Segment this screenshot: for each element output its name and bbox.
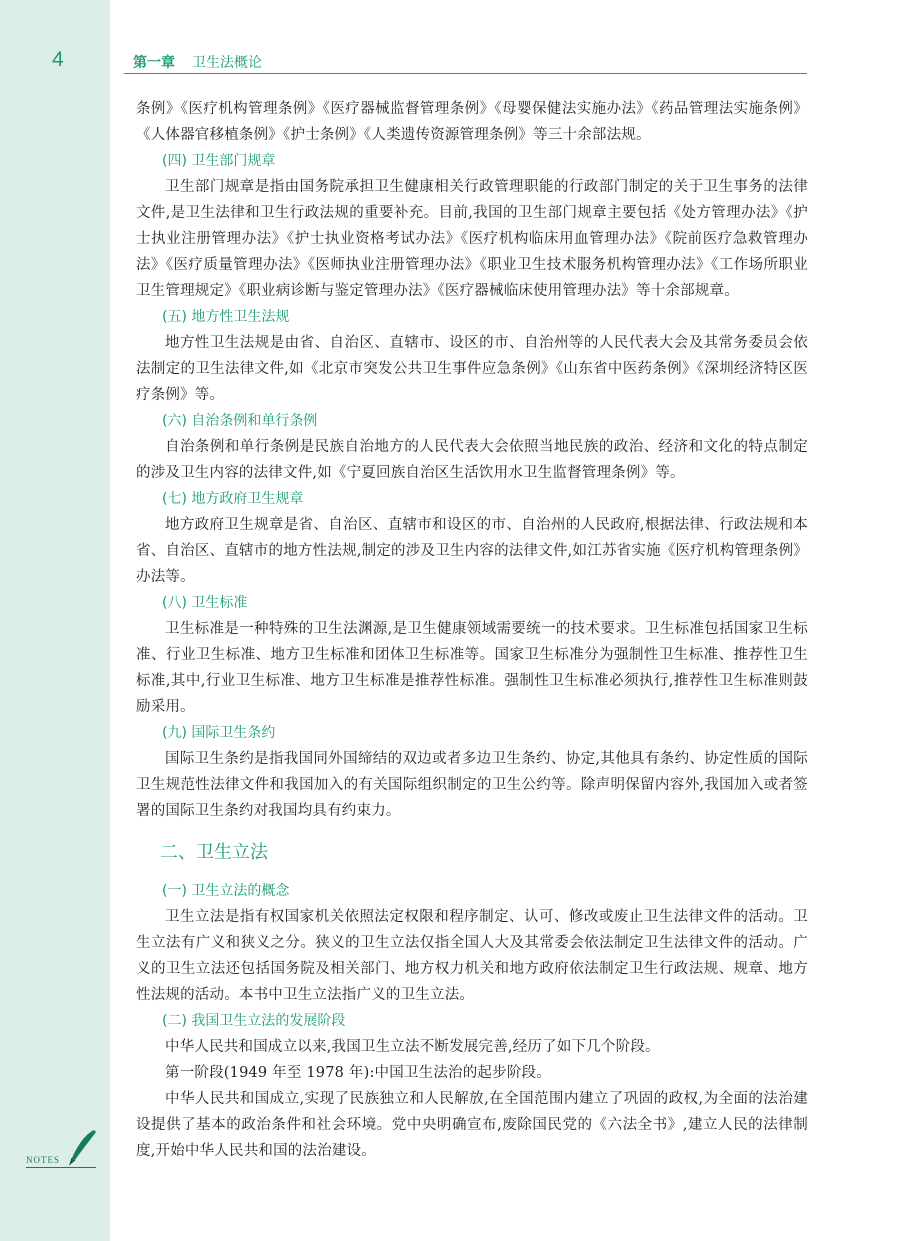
- page-number: 4: [52, 48, 64, 71]
- subheading: (四) 卫生部门规章: [162, 153, 276, 169]
- notes-mark: [26, 1128, 104, 1168]
- section-heading: 二、卫生立法: [160, 842, 268, 863]
- notes-underline: [26, 1167, 96, 1168]
- subheading: (七) 地方政府卫生规章: [162, 491, 304, 507]
- paragraph: 中华人民共和国成立以来,我国卫生立法不断发展完善,经历了如下几个阶段。: [165, 1039, 660, 1055]
- paragraph: 条例》《医疗机构管理条例》《医疗器械监督管理条例》《母婴保健法实施办法》《药品管理法实施条例》《人体器官移植条例》《护士条例》《人类遗传资源管理条例》等三十余部法规。: [136, 101, 808, 143]
- paragraph: 国际卫生条约是指我国同外国缔结的双边或者多边卫生条约、协定,其他具有条约、协定性质的国际卫生规范性法律文件和我国加入的有关国际组织制定的卫生公约等。除声明保留内容外,我国加入或者签署的国际卫生条约对我国均具有约束力。: [136, 751, 808, 819]
- subheading: (五) 地方性卫生法规: [162, 309, 290, 325]
- header-rule: [124, 73, 807, 74]
- paragraph: 地方政府卫生规章是省、自治区、直辖市和设区的市、自治州的人民政府,根据法律、行政法规和本省、自治区、直辖市的地方性法规,制定的涉及卫生内容的法律文件,如江苏省实施《医疗机构管理条例》办法等。: [136, 517, 808, 585]
- pen-icon: [64, 1128, 98, 1166]
- subheading: (一) 卫生立法的概念: [162, 883, 290, 899]
- paragraph: 卫生标准是一种特殊的卫生法渊源,是卫生健康领域需要统一的技术要求。卫生标准包括国家卫生标准、行业卫生标准、地方卫生标准和团体卫生标准等。国家卫生标准分为强制性卫生标准、推荐性卫生标准,其中,行业卫生标准、地方卫生标准是推荐性标准。强制性卫生标准必须执行,推荐性卫生标准则鼓励采用。: [136, 621, 808, 715]
- chapter-title: 卫生法概论: [192, 55, 262, 71]
- paragraph: 地方性卫生法规是由省、自治区、直辖市、设区的市、自治州等的人民代表大会及其常务委员会依法制定的卫生法律文件,如《北京市突发公共卫生事件应急条例》《山东省中医药条例》《深圳经济特区医疗条例》等。: [136, 335, 808, 403]
- subheading: (二) 我国卫生立法的发展阶段: [162, 1013, 346, 1029]
- margin-sidebar: [0, 0, 110, 1241]
- paragraph: 卫生立法是指有权国家机关依照法定权限和程序制定、认可、修改或废止卫生法律文件的活动。卫生立法有广义和狭义之分。狭义的卫生立法仅指全国人大及其常委会依法制定卫生法律文件的活动。广义的卫生立法还包括国务院及相关部门、地方权力机关和地方政府依法制定卫生行政法规、规章、地方性法规的活动。本书中卫生立法指广义的卫生立法。: [136, 909, 808, 1003]
- subheading: (九) 国际卫生条约: [162, 725, 276, 741]
- subheading: (六) 自治条例和单行条例: [162, 413, 318, 429]
- paragraph: 自治条例和单行条例是民族自治地方的人民代表大会依照当地民族的政治、经济和文化的特点制定的涉及卫生内容的法律文件,如《宁夏回族自治区生活饮用水卫生监督管理条例》等。: [136, 439, 808, 481]
- paragraph: 第一阶段(1949 年至 1978 年):中国卫生法治的起步阶段。: [165, 1065, 551, 1081]
- page-content: [136, 96, 808, 1164]
- notes-label: NOTES: [26, 1155, 60, 1165]
- paragraph: 中华人民共和国成立,实现了民族独立和人民解放,在全国范围内建立了巩固的政权,为全面的法治建设提供了基本的政治条件和社会环境。党中央明确宣布,废除国民党的《六法全书》,建立人民的法律制度,开始中华人民共和国的法治建设。: [136, 1091, 808, 1159]
- subheading: (八) 卫生标准: [162, 595, 248, 611]
- paragraph: 卫生部门规章是指由国务院承担卫生健康相关行政管理职能的行政部门制定的关于卫生事务的法律文件,是卫生法律和卫生行政法规的重要补充。目前,我国的卫生部门规章主要包括《处方管理办法》《护士执业注册管理办法》《护士执业资格考试办法》《医疗机构临床用血管理办法》《院前医疗急救管理办法》《医疗质量管理办法》《医师执业注册管理办法》《职业卫生技术服务机构管理办法》《工作场所职业卫生管理规定》《职业病诊断与鉴定管理办法》《医疗器械临床使用管理办法》等十余部规章。: [136, 179, 808, 299]
- chapter-label: 第一章: [133, 55, 175, 71]
